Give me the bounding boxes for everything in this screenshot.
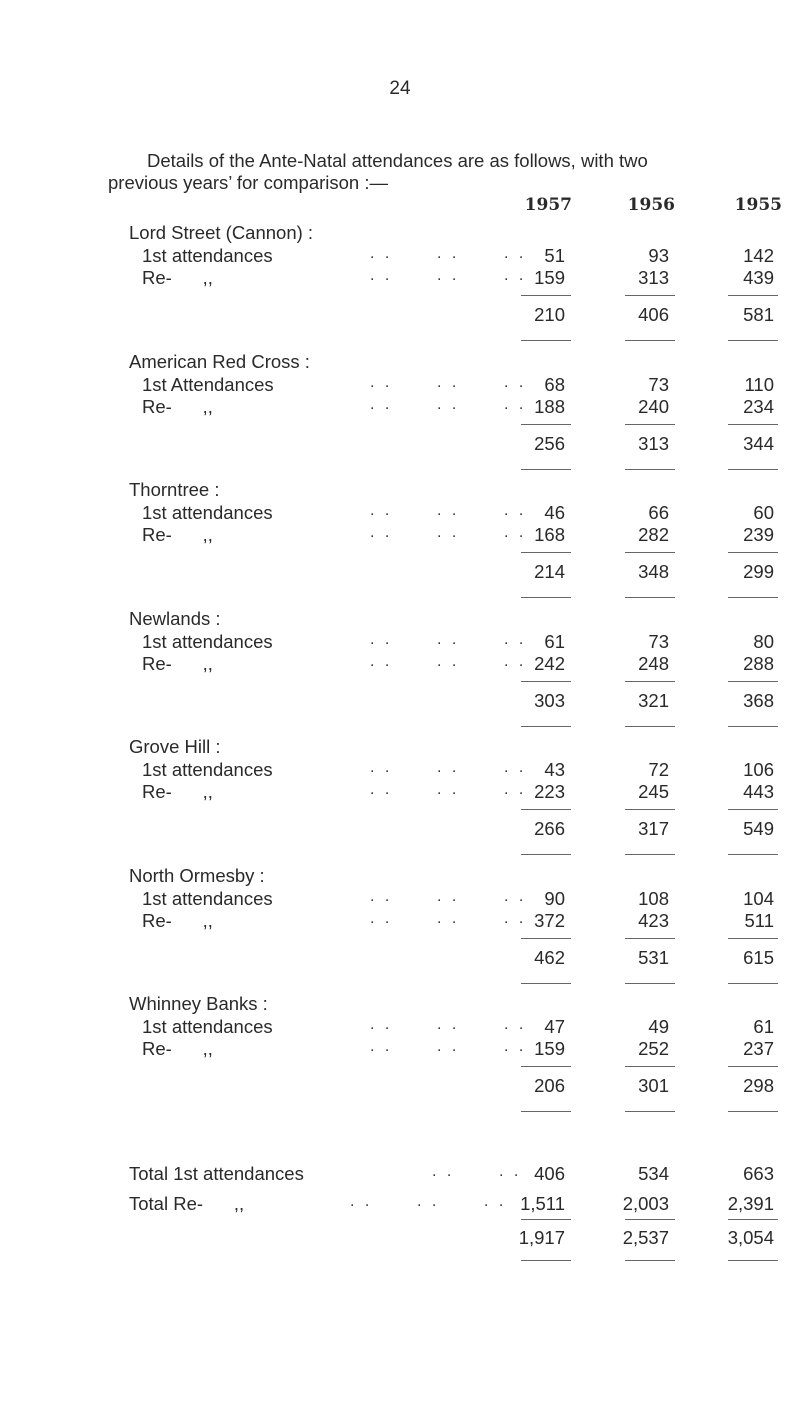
subtotal-value: 313 [638, 433, 669, 454]
subtotal-rule [625, 552, 675, 553]
row-label: 1st attendances [142, 1016, 273, 1037]
grand-total-underline [521, 1260, 571, 1261]
subtotal-value: 303 [534, 690, 565, 711]
subtotal-value: 368 [743, 690, 774, 711]
leader-dots: . . . . [432, 1163, 522, 1180]
row-label: 1st attendances [142, 888, 273, 909]
subtotal-value: 301 [638, 1075, 669, 1096]
subtotal-rule [728, 1066, 778, 1067]
cell-value: 43 [544, 759, 565, 780]
section-title: American Red Cross : [129, 351, 310, 372]
cell-value: 93 [648, 245, 669, 266]
subtotal-underline [625, 983, 675, 984]
section-block [0, 222, 800, 352]
intro-line-2: previous years’ for comparison :— [108, 172, 389, 193]
subtotal-rule [521, 938, 571, 939]
grand-total-rule [625, 1219, 675, 1220]
row-label: Re- ,, [142, 524, 213, 545]
grand-total-sum: 2,537 [622, 1227, 669, 1248]
row-label: Re- ,, [142, 1038, 213, 1059]
cell-value: 188 [534, 396, 565, 417]
table-row [0, 502, 800, 524]
grand-total-rule [728, 1219, 778, 1220]
subtotal-rule [728, 424, 778, 425]
subtotal-underline [521, 597, 571, 598]
cell-value: 51 [544, 245, 565, 266]
subtotal-rule [625, 1066, 675, 1067]
table-row [0, 524, 800, 546]
subtotal-value: 406 [638, 304, 669, 325]
cell-value: 313 [638, 267, 669, 288]
leader-dots: . . . . . . [370, 524, 527, 541]
grand-total-value: 1,511 [520, 1193, 565, 1214]
subtotal-value: 317 [638, 818, 669, 839]
cell-value: 61 [753, 1016, 774, 1037]
row-label: 1st attendances [142, 502, 273, 523]
subtotal-value: 298 [743, 1075, 774, 1096]
cell-value: 245 [638, 781, 669, 802]
subtotal-value: 462 [534, 947, 565, 968]
subtotal-rule [521, 295, 571, 296]
subtotal-underline [728, 340, 778, 341]
cell-value: 252 [638, 1038, 669, 1059]
subtotal-value: 348 [638, 561, 669, 582]
grand-total-row [0, 1193, 800, 1217]
grand-total-sum: 3,054 [727, 1227, 774, 1248]
subtotal-rule [521, 681, 571, 682]
leader-dots: . . . . . . [350, 1193, 507, 1210]
subtotal-row [0, 690, 800, 712]
grand-total-row [0, 1163, 800, 1187]
subtotal-underline [728, 726, 778, 727]
section-title: North Ormesby : [129, 865, 265, 886]
cell-value: 47 [544, 1016, 565, 1037]
section-block [0, 479, 800, 609]
cell-value: 80 [753, 631, 774, 652]
subtotal-underline [521, 1111, 571, 1112]
page-number: 24 [389, 78, 411, 99]
subtotal-underline [521, 340, 571, 341]
cell-value: 60 [753, 502, 774, 523]
cell-value: 46 [544, 502, 565, 523]
subtotal-row [0, 1075, 800, 1097]
leader-dots: . . . . . . [370, 502, 527, 519]
section-title: Whinney Banks : [129, 993, 268, 1014]
subtotal-value: 299 [743, 561, 774, 582]
table-row [0, 910, 800, 932]
subtotal-row [0, 818, 800, 840]
leader-dots: . . . . . . [370, 910, 527, 927]
cell-value: 72 [648, 759, 669, 780]
subtotal-underline [625, 854, 675, 855]
table-row [0, 653, 800, 675]
subtotal-value: 344 [743, 433, 774, 454]
leader-dots: . . . . . . [370, 1038, 527, 1055]
subtotal-row [0, 947, 800, 969]
cell-value: 61 [544, 631, 565, 652]
subtotal-rule [521, 552, 571, 553]
grand-total-rule [521, 1219, 571, 1220]
subtotal-value: 206 [534, 1075, 565, 1096]
subtotal-underline [625, 726, 675, 727]
subtotal-rule [625, 938, 675, 939]
subtotal-rule [625, 809, 675, 810]
subtotal-rule [728, 295, 778, 296]
leader-dots: . . . . . . [370, 267, 527, 284]
subtotal-rule [728, 938, 778, 939]
subtotal-rule [728, 809, 778, 810]
leader-dots: . . . . . . [370, 888, 527, 905]
subtotal-underline [521, 726, 571, 727]
leader-dots: . . . . . . [370, 396, 527, 413]
cell-value: 240 [638, 396, 669, 417]
table-row [0, 759, 800, 781]
table-row [0, 631, 800, 653]
leader-dots: . . . . . . [370, 1016, 527, 1033]
subtotal-value: 549 [743, 818, 774, 839]
row-label: Re- ,, [142, 267, 213, 288]
cell-value: 223 [534, 781, 565, 802]
cell-value: 234 [743, 396, 774, 417]
subtotal-row [0, 304, 800, 326]
row-label: 1st attendances [142, 631, 273, 652]
cell-value: 106 [743, 759, 774, 780]
intro-line-1: Details of the Ante-Natal attendances are as follows, with two [147, 150, 648, 171]
cell-value: 108 [638, 888, 669, 909]
row-label: 1st attendances [142, 245, 273, 266]
cell-value: 68 [544, 374, 565, 395]
section-block [0, 865, 800, 995]
grand-total-value: 2,391 [727, 1193, 774, 1214]
cell-value: 90 [544, 888, 565, 909]
subtotal-value: 214 [534, 561, 565, 582]
cell-value: 372 [534, 910, 565, 931]
subtotal-rule [521, 424, 571, 425]
subtotal-rule [728, 681, 778, 682]
cell-value: 511 [744, 910, 774, 931]
cell-value: 73 [648, 631, 669, 652]
subtotal-underline [728, 597, 778, 598]
subtotal-value: 531 [638, 947, 669, 968]
subtotal-value: 256 [534, 433, 565, 454]
table-row [0, 267, 800, 289]
table-row [0, 781, 800, 803]
section-block [0, 736, 800, 866]
leader-dots: . . . . . . [370, 631, 527, 648]
year-header-1955: 1955 [734, 195, 782, 215]
subtotal-underline [728, 469, 778, 470]
grand-total-underline [625, 1260, 675, 1261]
cell-value: 443 [743, 781, 774, 802]
subtotal-value: 210 [534, 304, 565, 325]
grand-total-sum-row [0, 1227, 800, 1251]
table-row [0, 1038, 800, 1060]
cell-value: 104 [743, 888, 774, 909]
grand-total-value: 663 [743, 1163, 774, 1184]
cell-value: 242 [534, 653, 565, 674]
section-title: Grove Hill : [129, 736, 221, 757]
subtotal-rule [625, 295, 675, 296]
cell-value: 159 [534, 267, 565, 288]
subtotal-underline [728, 983, 778, 984]
subtotal-underline [625, 597, 675, 598]
cell-value: 110 [744, 374, 774, 395]
cell-value: 168 [534, 524, 565, 545]
leader-dots: . . . . . . [370, 653, 527, 670]
table-row [0, 1016, 800, 1038]
table-row [0, 374, 800, 396]
row-label: Re- ,, [142, 653, 213, 674]
cell-value: 282 [638, 524, 669, 545]
row-label: Re- ,, [142, 781, 213, 802]
table-row [0, 888, 800, 910]
section-block [0, 993, 800, 1123]
subtotal-rule [728, 552, 778, 553]
leader-dots: . . . . . . [370, 374, 527, 391]
subtotal-underline [625, 1111, 675, 1112]
section-title: Lord Street (Cannon) : [129, 222, 314, 243]
row-label: Re- ,, [142, 910, 213, 931]
row-label: Re- ,, [142, 396, 213, 417]
cell-value: 248 [638, 653, 669, 674]
section-title: Thorntree : [129, 479, 220, 500]
cell-value: 73 [648, 374, 669, 395]
cell-value: 237 [743, 1038, 774, 1059]
section-block [0, 351, 800, 481]
subtotal-value: 266 [534, 818, 565, 839]
cell-value: 142 [743, 245, 774, 266]
grand-total-label: Total Re- ,, [129, 1193, 245, 1214]
leader-dots: . . . . . . [370, 245, 527, 262]
grand-total-value: 534 [638, 1163, 669, 1184]
subtotal-underline [625, 469, 675, 470]
table-row [0, 396, 800, 418]
subtotal-value: 321 [638, 690, 669, 711]
cell-value: 288 [743, 653, 774, 674]
section-title: Newlands : [129, 608, 221, 629]
subtotal-underline [728, 1111, 778, 1112]
year-header-1956: 1956 [627, 195, 675, 215]
subtotal-value: 581 [743, 304, 774, 325]
subtotal-underline [728, 854, 778, 855]
row-label: 1st Attendances [142, 374, 274, 395]
subtotal-rule [521, 1066, 571, 1067]
grand-total-label: Total 1st attendances [129, 1163, 304, 1184]
subtotal-rule [625, 681, 675, 682]
year-header-1957: 1957 [524, 195, 572, 215]
leader-dots: . . . . . . [370, 781, 527, 798]
subtotal-underline [521, 983, 571, 984]
subtotal-rule [521, 809, 571, 810]
subtotal-rule [625, 424, 675, 425]
leader-dots: . . . . . . [370, 759, 527, 776]
subtotal-row [0, 561, 800, 583]
cell-value: 49 [648, 1016, 669, 1037]
subtotal-row [0, 433, 800, 455]
row-label: 1st attendances [142, 759, 273, 780]
subtotal-underline [521, 469, 571, 470]
subtotal-underline [521, 854, 571, 855]
cell-value: 423 [638, 910, 669, 931]
subtotal-value: 615 [743, 947, 774, 968]
cell-value: 439 [743, 267, 774, 288]
grand-total-value: 2,003 [622, 1193, 669, 1214]
table-row [0, 245, 800, 267]
cell-value: 159 [534, 1038, 565, 1059]
section-block [0, 608, 800, 738]
grand-total-value: 406 [534, 1163, 565, 1184]
cell-value: 239 [743, 524, 774, 545]
cell-value: 66 [648, 502, 669, 523]
grand-total-sum: 1,917 [518, 1227, 565, 1248]
subtotal-underline [625, 340, 675, 341]
grand-total-underline [728, 1260, 778, 1261]
